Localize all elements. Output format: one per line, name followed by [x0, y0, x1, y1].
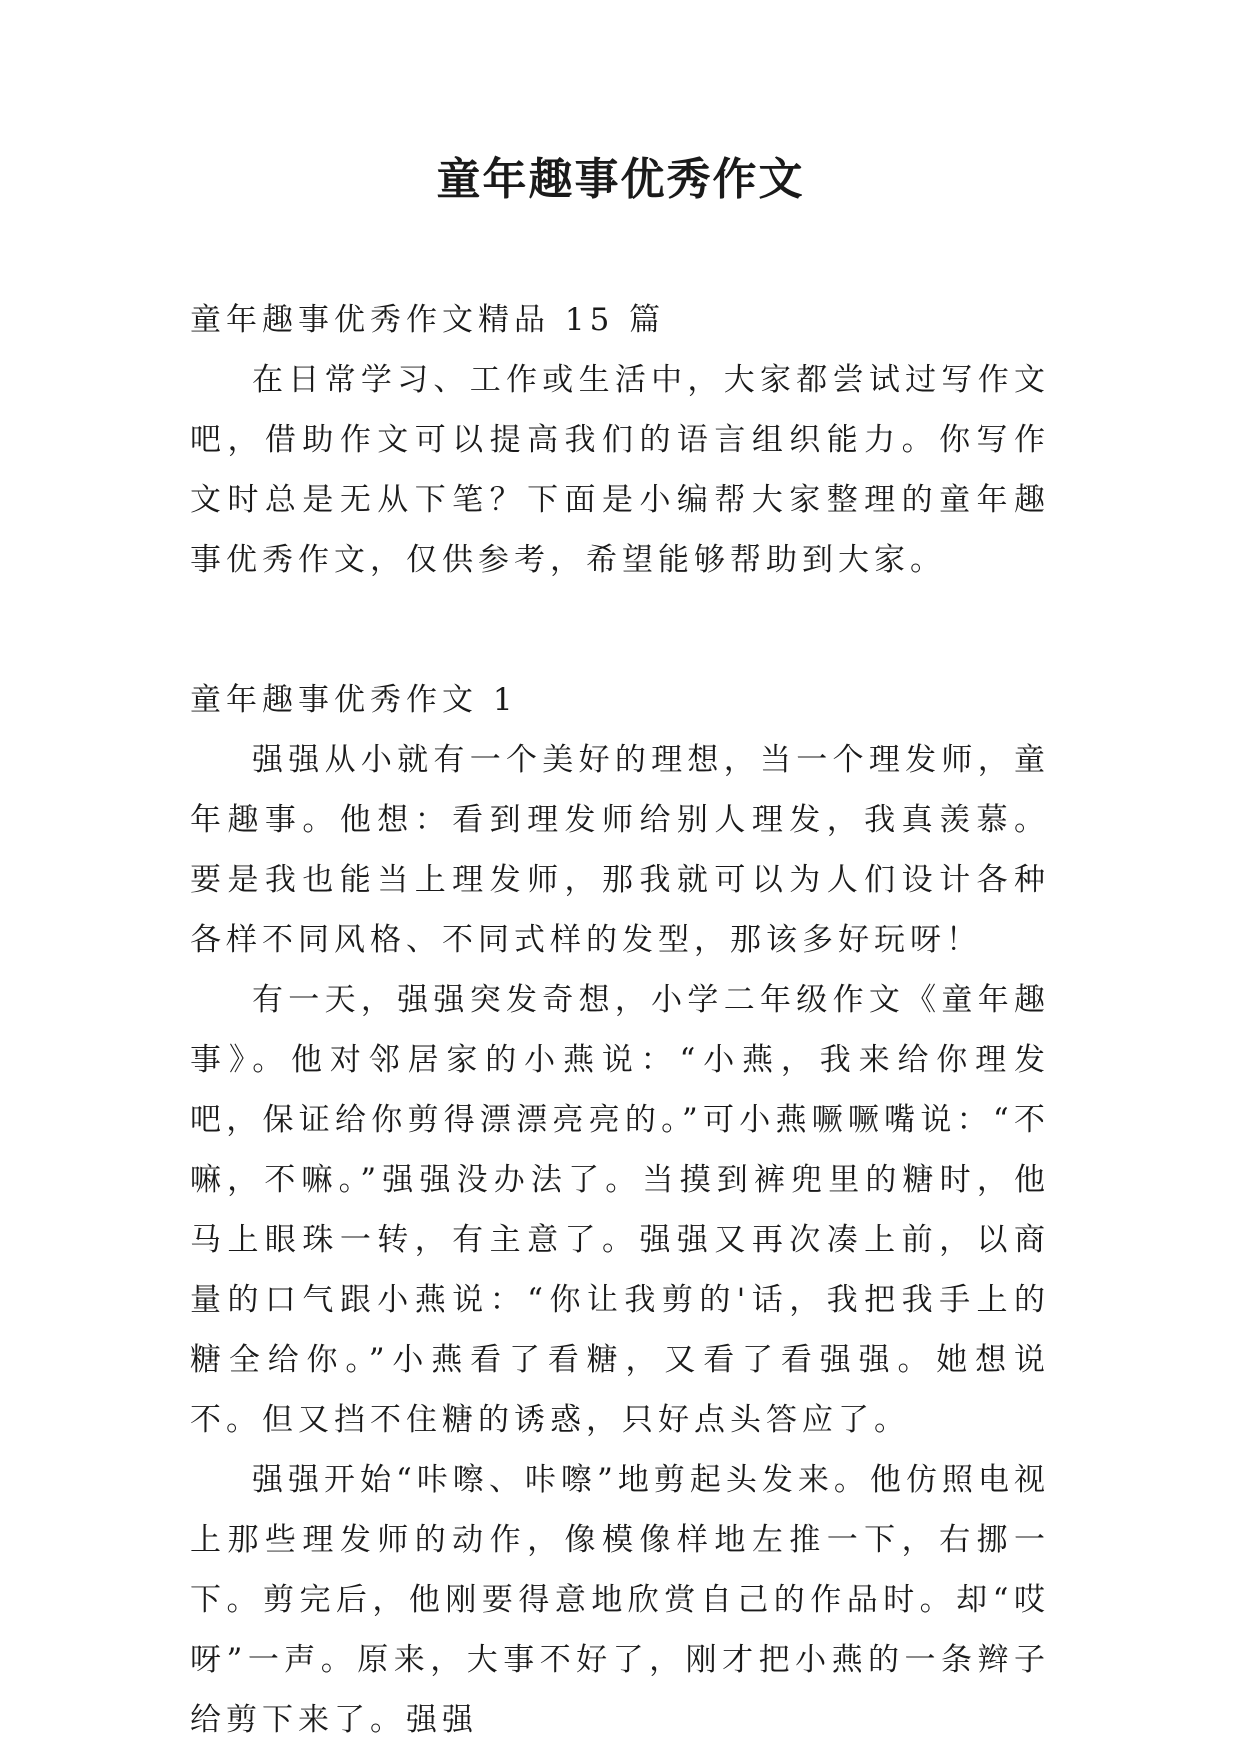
intro-paragraph: 在日常学习、工作或生活中，大家都尝试过写作文吧，借助作文可以提高我们的语言组织能力。你写作文时总是无从下笔？下面是小编帮大家整理的童年趣事优秀作文，仅供参考，希望能够帮助到大家。	[190, 362, 1050, 578]
section-heading: 童年趣事优秀作文 1	[190, 682, 518, 718]
body-paragraph-1: 强强从小就有一个美好的理想，当一个理发师，童年趣事。他想：看到理发师给别人理发，我真羡慕。要是我也能当上理发师，那我就可以为人们设计各种各样不同风格、不同式样的发型，那该多好玩呀！	[190, 742, 1050, 958]
document-body	[190, 290, 1050, 1750]
section-gap	[190, 590, 1050, 670]
document-title: 童年趣事优秀作文	[436, 154, 805, 205]
body-paragraph-2: 有一天，强强突发奇想，小学二年级作文《童年趣事》。他对邻居家的小燕说：“小燕，我来给你理发吧，保证给你剪得漂漂亮亮的。”可小燕噘噘嘴说：“不嘛，不嘛。”强强没办法了。当摸到裤兜里的糖时，他马上眼珠一转，有主意了。强强又再次凑上前，以商量的口气跟小燕说：“你让我剪的'话，我把我手上的糖全给你。”小燕看了看糖，又看了看强强。她想说不。但又挡不住糖的诱惑，只好点头答应了。	[190, 982, 1050, 1438]
document-subtitle: 童年趣事优秀作文精品 15 篇	[190, 302, 666, 338]
body-paragraph-3: 强强开始“咔嚓、咔嚓”地剪起头发来。他仿照电视上那些理发师的动作，像模像样地左推一下，右挪一下。剪完后，他刚要得意地欣赏自己的作品时。却“哎呀”一声。原来，大事不好了，刚才把小燕的一条辫子给剪下来了。强强	[190, 1462, 1050, 1738]
